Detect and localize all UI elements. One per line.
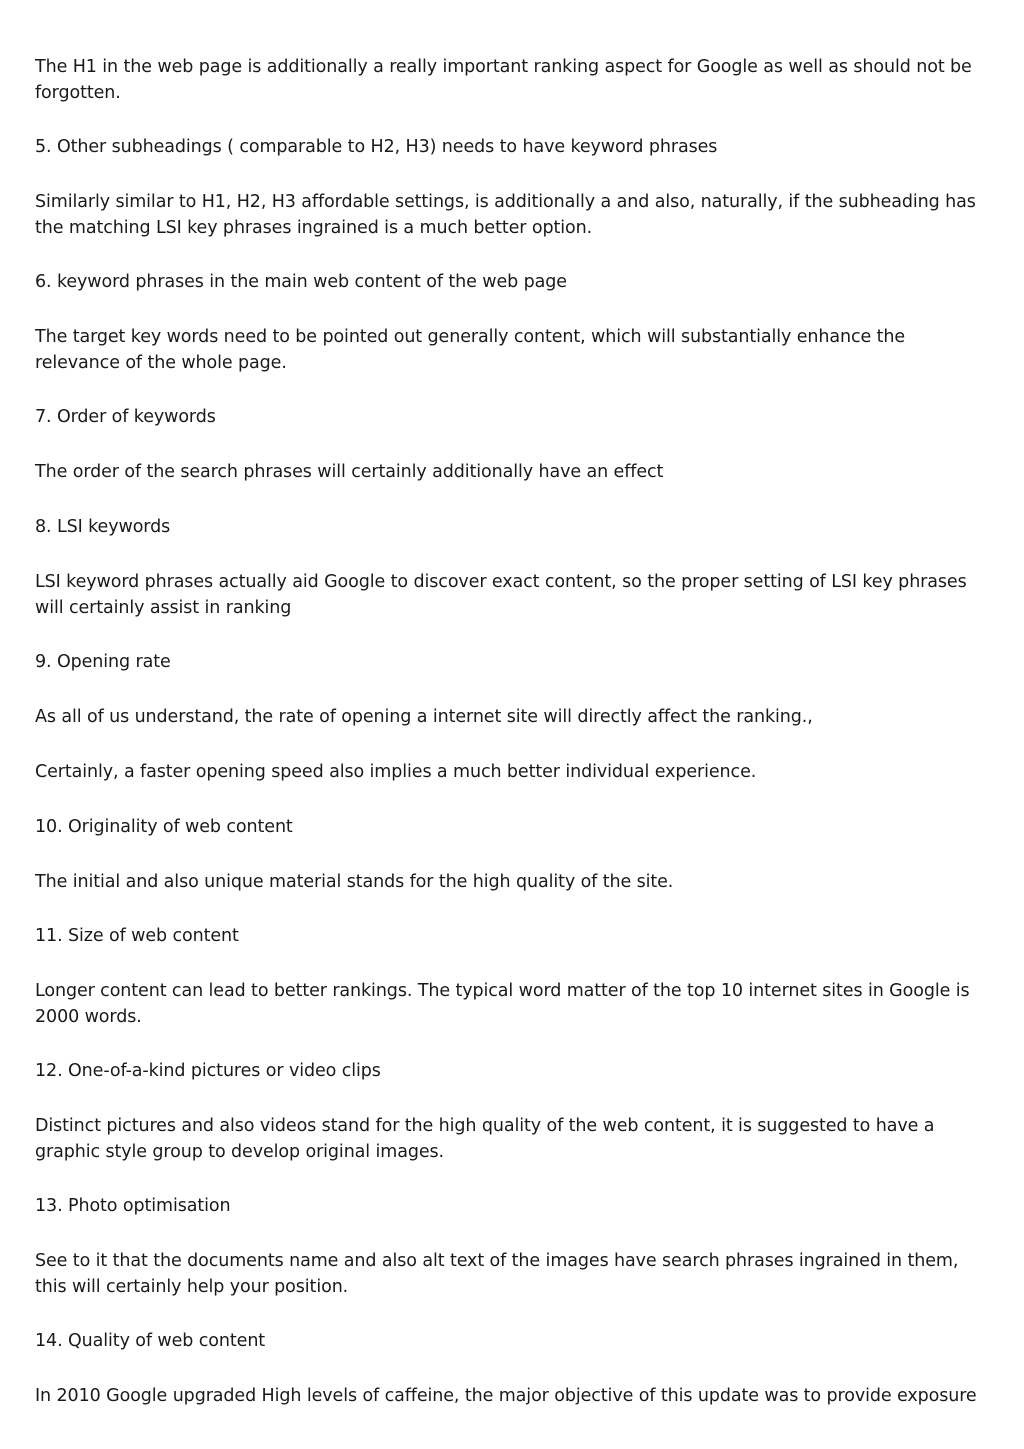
- paragraph-photo-optimisation: See to it that the documents name and also alt text of the images have search phrases ingrained in them, this will certainly help your position.: [35, 1251, 959, 1297]
- heading-order-of-keywords: 7. Order of keywords: [35, 407, 216, 427]
- paragraph-lsi: LSI keyword phrases actually aid Google to discover exact content, so the proper setting of LSI key phrases will certainly assist in ranking: [35, 572, 967, 618]
- paragraph-order: The order of the search phrases will certainly additionally have an effect: [35, 462, 664, 482]
- paragraph-subheadings: Similarly similar to H1, H2, H3 affordable settings, is additionally a and also, naturally, if the subheading has the matching LSI key phrases ingrained is a much better option.: [35, 192, 976, 238]
- heading-unique-pictures: 12. One-of-a-kind pictures or video clips: [35, 1061, 381, 1081]
- paragraph-opening-rate: As all of us understand, the rate of opening a internet site will directly affect the ranking.,: [35, 707, 813, 727]
- paragraph-faster-speed: Certainly, a faster opening speed also implies a much better individual experience.: [35, 762, 757, 782]
- heading-keyword-phrases-main: 6. keyword phrases in the main web content of the web page: [35, 272, 567, 292]
- paragraph-quality: In 2010 Google upgraded High levels of caffeine, the major objective of this update was to provide exposure: [35, 1386, 977, 1406]
- paragraph-size: Longer content can lead to better rankings. The typical word matter of the top 10 internet sites in Google is 2000 words.: [35, 981, 970, 1027]
- heading-photo-optimisation: 13. Photo optimisation: [35, 1196, 231, 1216]
- heading-size-of-content: 11. Size of web content: [35, 926, 239, 946]
- heading-other-subheadings: 5. Other subheadings ( comparable to H2, H3) needs to have keyword phrases: [35, 137, 718, 157]
- paragraph-h1-importance: The H1 in the web page is additionally a really important ranking aspect for Google as well as should not be forgotten.: [35, 57, 972, 103]
- heading-quality-of-content: 14. Quality of web content: [35, 1331, 266, 1351]
- paragraph-originality: The initial and also unique material stands for the high quality of the site.: [35, 872, 674, 892]
- heading-lsi-keywords: 8. LSI keywords: [35, 517, 171, 537]
- heading-opening-rate: 9. Opening rate: [35, 652, 171, 672]
- paragraph-target-keywords: The target key words need to be pointed out generally content, which will substantially enhance the relevance of the whole page.: [35, 327, 906, 373]
- paragraph-unique-pictures: Distinct pictures and also videos stand for the high quality of the web content, it is suggested to have a graphic style group to develop original images.: [35, 1116, 935, 1162]
- heading-originality: 10. Originality of web content: [35, 817, 293, 837]
